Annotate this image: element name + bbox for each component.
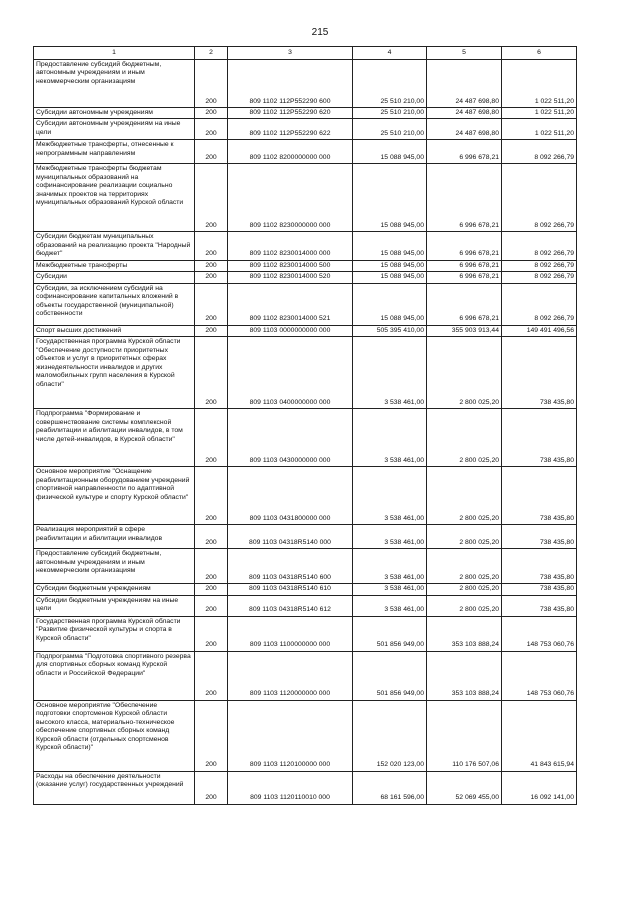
row-amount-planned-cell: 3 538 461,00 (353, 549, 427, 584)
row-code-cell: 809 1103 1100000000 000 (228, 616, 353, 651)
table-row (34, 467, 577, 525)
row-name-cell: Государственная программа Курской области "Развитие физической культуры и спорта в Курской области" (34, 616, 195, 651)
row-amount-executed-cell: 6 996 678,21 (427, 260, 502, 271)
row-section-cell: 200 (195, 525, 228, 549)
header-cell: 6 (502, 47, 577, 60)
row-name-cell: Подпрограмма "Подготовка спортивного резерва для спортивных сборных команд Курской области и Российской Федерации" (34, 651, 195, 700)
row-name-cell: Субсидии автономным учреждениям на иные цели (34, 119, 195, 140)
row-amount-remaining-cell: 149 491 496,56 (502, 325, 577, 336)
row-amount-remaining-cell: 1 022 511,20 (502, 119, 577, 140)
row-code-cell: 809 1103 1120110010 000 (228, 771, 353, 804)
table-row (34, 584, 577, 595)
row-section-cell: 200 (195, 283, 228, 325)
row-code-cell: 809 1103 1120000000 000 (228, 651, 353, 700)
row-code-cell: 809 1103 0000000000 000 (228, 325, 353, 336)
row-amount-remaining-cell: 738 435,80 (502, 467, 577, 525)
row-amount-remaining-cell: 738 435,80 (502, 595, 577, 616)
row-amount-remaining-cell: 8 092 266,79 (502, 140, 577, 164)
row-code-cell: 809 1103 04318R5140 000 (228, 525, 353, 549)
row-code-cell: 809 1102 112P552290 620 (228, 108, 353, 119)
row-amount-remaining-cell: 16 092 141,00 (502, 771, 577, 804)
row-amount-executed-cell: 6 996 678,21 (427, 232, 502, 260)
table-row (34, 283, 577, 325)
row-amount-planned-cell: 501 856 949,00 (353, 651, 427, 700)
row-amount-planned-cell: 3 538 461,00 (353, 467, 427, 525)
row-amount-executed-cell: 6 996 678,21 (427, 272, 502, 283)
row-amount-executed-cell: 6 996 678,21 (427, 283, 502, 325)
row-code-cell: 809 1102 8200000000 000 (228, 140, 353, 164)
row-amount-planned-cell: 3 538 461,00 (353, 525, 427, 549)
row-amount-executed-cell: 353 103 888,24 (427, 651, 502, 700)
row-amount-planned-cell: 3 538 461,00 (353, 409, 427, 467)
row-amount-planned-cell: 15 088 945,00 (353, 283, 427, 325)
row-section-cell: 200 (195, 584, 228, 595)
row-name-cell: Основное мероприятие "Обеспечение подготовки спортсменов Курской области высокого класса, материально-техническое обеспечение спортивных сборных команд Курской области (отдельных спортсменов Курской области)" (34, 700, 195, 771)
row-name-cell: Межбюджетные трансферты бюджетам муниципальных образований на софинансирование реализации социально значимых проектов на территориях муниципальных образований Курской области (34, 164, 195, 232)
row-amount-planned-cell: 15 088 945,00 (353, 140, 427, 164)
row-name-cell: Субсидии бюджетным учреждениям (34, 584, 195, 595)
row-amount-planned-cell: 15 088 945,00 (353, 232, 427, 260)
row-amount-planned-cell: 501 856 949,00 (353, 616, 427, 651)
row-section-cell: 200 (195, 337, 228, 409)
row-amount-executed-cell: 2 800 025,20 (427, 549, 502, 584)
row-amount-remaining-cell: 148 753 060,76 (502, 616, 577, 651)
row-name-cell: Расходы на обеспечение деятельности (оказание услуг) государственных учреждений (34, 771, 195, 804)
row-name-cell: Субсидии, за исключением субсидий на софинансирование капитальных вложений в объекты государственной (муниципальной) собственности (34, 283, 195, 325)
row-section-cell: 200 (195, 651, 228, 700)
row-amount-remaining-cell: 1 022 511,20 (502, 60, 577, 108)
table-row (34, 164, 577, 232)
row-amount-executed-cell: 6 996 678,21 (427, 164, 502, 232)
table-row (34, 651, 577, 700)
table-row (34, 595, 577, 616)
row-section-cell: 200 (195, 140, 228, 164)
row-code-cell: 809 1102 8230014000 521 (228, 283, 353, 325)
row-code-cell: 809 1102 112P552290 600 (228, 60, 353, 108)
row-amount-remaining-cell: 738 435,80 (502, 409, 577, 467)
row-amount-remaining-cell: 41 843 615,94 (502, 700, 577, 771)
row-amount-remaining-cell: 1 022 511,20 (502, 108, 577, 119)
row-amount-executed-cell: 24 487 698,80 (427, 60, 502, 108)
row-section-cell: 200 (195, 272, 228, 283)
row-code-cell: 809 1103 0400000000 000 (228, 337, 353, 409)
table-row (34, 525, 577, 549)
table-row (34, 108, 577, 119)
row-amount-planned-cell: 15 088 945,00 (353, 272, 427, 283)
row-amount-planned-cell: 25 510 210,00 (353, 108, 427, 119)
row-amount-planned-cell: 505 395 410,00 (353, 325, 427, 336)
header-cell: 5 (427, 47, 502, 60)
budget-table (33, 46, 577, 805)
table-row (34, 549, 577, 584)
row-code-cell: 809 1103 0430000000 000 (228, 409, 353, 467)
row-amount-executed-cell: 2 800 025,20 (427, 409, 502, 467)
row-section-cell: 200 (195, 771, 228, 804)
header-cell: 2 (195, 47, 228, 60)
row-code-cell: 809 1103 1120100000 000 (228, 700, 353, 771)
table-row (34, 272, 577, 283)
row-amount-remaining-cell: 738 435,80 (502, 584, 577, 595)
row-name-cell: Предоставление субсидий бюджетным, автономным учреждениям и иным некоммерческим организациям (34, 60, 195, 108)
row-section-cell: 200 (195, 119, 228, 140)
row-amount-executed-cell: 355 903 913,44 (427, 325, 502, 336)
header-cell: 1 (34, 47, 195, 60)
row-name-cell: Предоставление субсидий бюджетным, автономным учреждениям и иным некоммерческим организациям (34, 549, 195, 584)
row-amount-executed-cell: 353 103 888,24 (427, 616, 502, 651)
row-amount-planned-cell: 15 088 945,00 (353, 260, 427, 271)
row-amount-remaining-cell: 8 092 266,79 (502, 272, 577, 283)
table-row (34, 119, 577, 140)
header-cell: 4 (353, 47, 427, 60)
row-name-cell: Основное мероприятие "Оснащение реабилитационным оборудованием учреждений спортивной направленности по адаптивной физической культуре и спорту Курской области" (34, 467, 195, 525)
row-code-cell: 809 1103 0431800000 000 (228, 467, 353, 525)
row-amount-executed-cell: 24 487 698,80 (427, 108, 502, 119)
row-code-cell: 809 1102 112P552290 622 (228, 119, 353, 140)
row-amount-planned-cell: 25 510 210,00 (353, 60, 427, 108)
table-row (34, 140, 577, 164)
table-row (34, 60, 577, 108)
row-section-cell: 200 (195, 232, 228, 260)
row-amount-planned-cell: 3 538 461,00 (353, 337, 427, 409)
row-code-cell: 809 1102 8230000000 000 (228, 164, 353, 232)
row-name-cell: Субсидии автономным учреждениям (34, 108, 195, 119)
row-amount-remaining-cell: 148 753 060,76 (502, 651, 577, 700)
row-amount-remaining-cell: 738 435,80 (502, 337, 577, 409)
table-row (34, 700, 577, 771)
page-number: 215 (311, 27, 329, 38)
row-amount-planned-cell: 152 020 123,00 (353, 700, 427, 771)
row-amount-remaining-cell: 738 435,80 (502, 525, 577, 549)
row-amount-executed-cell: 2 800 025,20 (427, 525, 502, 549)
row-section-cell: 200 (195, 409, 228, 467)
row-code-cell: 809 1102 8230014000 500 (228, 260, 353, 271)
row-amount-executed-cell: 2 800 025,20 (427, 467, 502, 525)
row-code-cell: 809 1103 04318R5140 610 (228, 584, 353, 595)
table-row (34, 325, 577, 336)
row-name-cell: Реализация мероприятий в сфере реабилитации и абилитации инвалидов (34, 525, 195, 549)
row-amount-planned-cell: 3 538 461,00 (353, 595, 427, 616)
row-amount-planned-cell: 25 510 210,00 (353, 119, 427, 140)
row-name-cell: Подпрограмма "Формирование и совершенствование системы комплексной реабилитации и абилитации инвалидов, в том числе детей-инвалидов, в Курской области" (34, 409, 195, 467)
table-body (34, 47, 577, 805)
row-amount-executed-cell: 6 996 678,21 (427, 140, 502, 164)
row-code-cell: 809 1103 04318R5140 612 (228, 595, 353, 616)
row-name-cell: Субсидии бюджетам муниципальных образований на реализацию проекта "Народный бюджет" (34, 232, 195, 260)
table-row (34, 232, 577, 260)
row-code-cell: 809 1103 04318R5140 600 (228, 549, 353, 584)
row-section-cell: 200 (195, 164, 228, 232)
row-amount-planned-cell: 15 088 945,00 (353, 164, 427, 232)
table-row (34, 616, 577, 651)
row-amount-executed-cell: 2 800 025,20 (427, 595, 502, 616)
row-name-cell: Государственная программа Курской области "Обеспечение доступности приоритетных объектов и услуг в приоритетных сферах жизнедеятельности инвалидов и других маломобильных групп населения в Курской области" (34, 337, 195, 409)
table-row (34, 771, 577, 804)
row-amount-executed-cell: 2 800 025,20 (427, 337, 502, 409)
row-section-cell: 200 (195, 595, 228, 616)
row-section-cell: 200 (195, 60, 228, 108)
row-amount-remaining-cell: 738 435,80 (502, 549, 577, 584)
row-section-cell: 200 (195, 260, 228, 271)
row-amount-planned-cell: 3 538 461,00 (353, 584, 427, 595)
row-section-cell: 200 (195, 108, 228, 119)
row-amount-executed-cell: 2 800 025,20 (427, 584, 502, 595)
header-cell: 3 (228, 47, 353, 60)
row-amount-executed-cell: 52 069 455,00 (427, 771, 502, 804)
table-row (34, 337, 577, 409)
row-amount-remaining-cell: 8 092 266,79 (502, 232, 577, 260)
row-amount-planned-cell: 68 161 596,00 (353, 771, 427, 804)
row-amount-remaining-cell: 8 092 266,79 (502, 283, 577, 325)
row-name-cell: Субсидии бюджетным учреждениям на иные цели (34, 595, 195, 616)
row-amount-remaining-cell: 8 092 266,79 (502, 164, 577, 232)
row-section-cell: 200 (195, 325, 228, 336)
row-section-cell: 200 (195, 467, 228, 525)
row-code-cell: 809 1102 8230014000 000 (228, 232, 353, 260)
row-code-cell: 809 1102 8230014000 520 (228, 272, 353, 283)
header-row (34, 47, 577, 60)
row-name-cell: Межбюджетные трансферты (34, 260, 195, 271)
row-amount-executed-cell: 24 487 698,80 (427, 119, 502, 140)
row-section-cell: 200 (195, 549, 228, 584)
row-section-cell: 200 (195, 700, 228, 771)
table-row (34, 260, 577, 271)
table-row (34, 409, 577, 467)
row-section-cell: 200 (195, 616, 228, 651)
row-name-cell: Субсидии (34, 272, 195, 283)
row-name-cell: Спорт высших достижений (34, 325, 195, 336)
row-name-cell: Межбюджетные трансферты, отнесенные к непрограммным направлениям (34, 140, 195, 164)
row-amount-remaining-cell: 8 092 266,79 (502, 260, 577, 271)
row-amount-executed-cell: 110 176 507,06 (427, 700, 502, 771)
